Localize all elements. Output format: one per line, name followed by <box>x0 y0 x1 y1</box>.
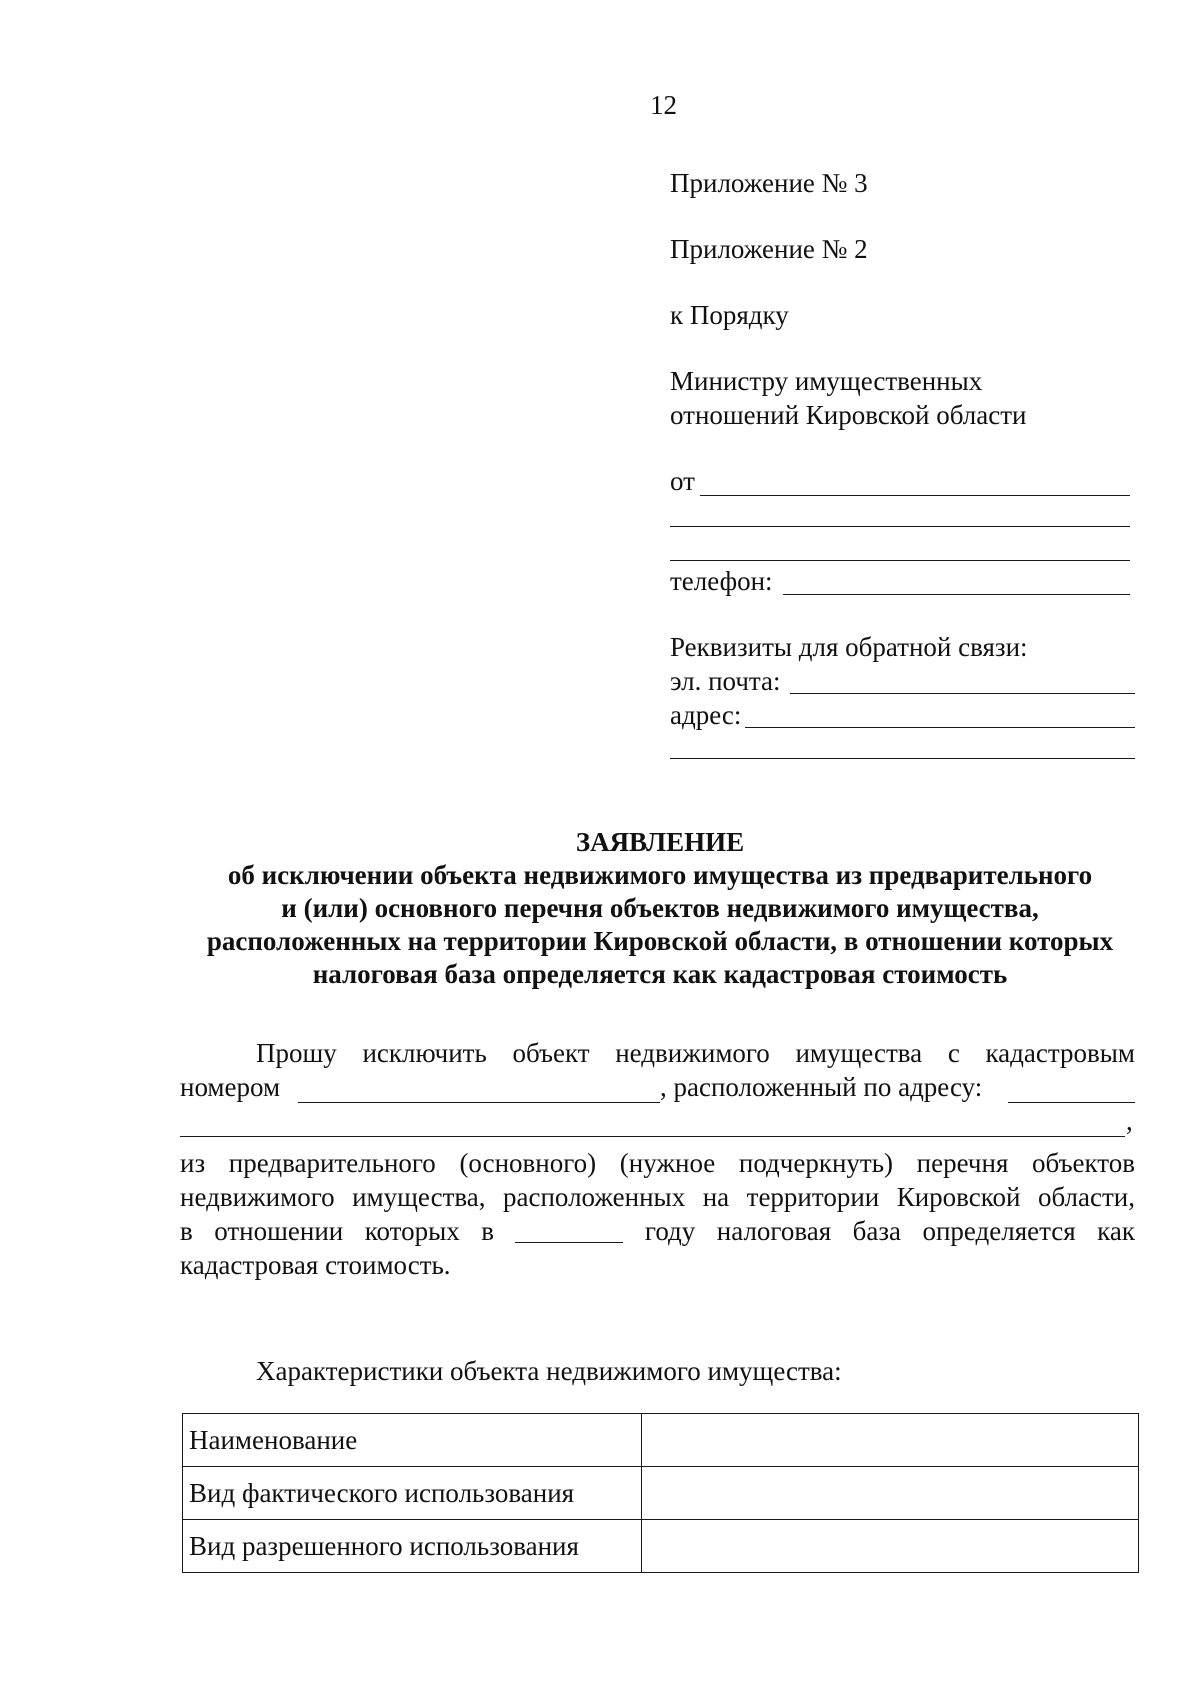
title-heading: ЗАЯВЛЕНИЕ <box>575 827 745 857</box>
body-line-7: кадастровая стоимость. <box>180 1250 451 1280</box>
title-line-1: об исключении объекта недвижимого имущества из предварительного <box>227 860 1093 890</box>
word: имущества, <box>352 1182 486 1212</box>
address-field[interactable] <box>745 727 1135 728</box>
table-row <box>183 1414 1139 1467</box>
row-label: Наименование <box>183 1414 642 1467</box>
page-number: 12 <box>650 90 677 120</box>
word: в <box>481 1216 494 1246</box>
title-line-3: расположенных на территории Кировской области, в отношении которых <box>206 926 1114 956</box>
word: в <box>180 1216 193 1246</box>
object-address-field-line-2[interactable] <box>180 1136 1125 1137</box>
word: области, <box>1037 1182 1135 1212</box>
word: недвижимого <box>180 1182 335 1212</box>
address-field-line-2[interactable] <box>670 758 1135 759</box>
word: налоговая <box>716 1216 832 1246</box>
from-field[interactable] <box>700 495 1130 496</box>
word: (основного) <box>459 1148 597 1178</box>
word: отношении <box>214 1216 344 1246</box>
word: недвижимого <box>615 1038 770 1068</box>
word: на <box>702 1182 730 1212</box>
document-title <box>180 826 1140 991</box>
word: база <box>852 1216 901 1246</box>
appendix-3-label: Приложение № 3 <box>670 168 868 198</box>
word: подчеркнуть) <box>738 1148 894 1178</box>
addressee-line-1: Министру имущественных <box>670 366 983 396</box>
to-order-label: к Порядку <box>670 300 789 330</box>
word: которых <box>364 1216 460 1246</box>
row-value-field[interactable] <box>642 1414 1139 1467</box>
phone-field[interactable] <box>783 594 1130 595</box>
word: предварительного <box>228 1148 436 1178</box>
word: объект <box>512 1038 590 1068</box>
body-line-1 <box>256 1036 1135 1070</box>
from-field-line-3[interactable] <box>670 560 1130 561</box>
address-label: адрес: <box>670 700 742 730</box>
email-field[interactable] <box>790 693 1135 694</box>
word: из <box>180 1148 206 1178</box>
word: как <box>1097 1216 1135 1246</box>
from-label: от <box>670 466 695 496</box>
row-value-field[interactable] <box>642 1467 1139 1520</box>
row-label: Вид фактического использования <box>183 1467 642 1520</box>
address-comma: , <box>1126 1106 1133 1136</box>
title-line-4: налоговая база определяется как кадастровая стоимость <box>312 959 1008 989</box>
word: кадастровым <box>985 1038 1135 1068</box>
word: территории <box>746 1182 880 1212</box>
table-row <box>183 1467 1139 1520</box>
word: (нужное <box>619 1148 716 1178</box>
word: имущества <box>795 1038 923 1068</box>
word: с <box>947 1038 960 1068</box>
phone-label: телефон: <box>670 566 773 596</box>
body-line-4 <box>180 1146 1135 1180</box>
characteristics-heading: Характеристики объекта недвижимого имущества: <box>256 1356 842 1386</box>
table-row <box>183 1520 1139 1573</box>
row-label: Вид разрешенного использования <box>183 1520 642 1573</box>
word: перечня <box>916 1148 1009 1178</box>
located-at-label: , расположенный по адресу: <box>660 1072 983 1102</box>
year-field[interactable] <box>515 1214 623 1243</box>
body-line-6 <box>180 1214 1135 1248</box>
word: Прошу <box>256 1038 337 1068</box>
addressee-line-2: отношений Кировской области <box>670 400 1027 430</box>
word: году <box>644 1216 696 1246</box>
feedback-label: Реквизиты для обратной связи: <box>670 632 1028 662</box>
row-value-field[interactable] <box>642 1520 1139 1573</box>
title-line-2: и (или) основного перечня объектов недвижимого имущества, <box>281 893 1039 923</box>
word: расположенных <box>503 1182 686 1212</box>
appendix-2-label: Приложение № 2 <box>670 234 868 264</box>
word: объектов <box>1032 1148 1135 1178</box>
cadastral-number-field[interactable] <box>298 1102 660 1103</box>
word: исключить <box>362 1038 487 1068</box>
object-address-field[interactable] <box>1008 1102 1135 1103</box>
word: определяется <box>922 1216 1076 1246</box>
email-label: эл. почта: <box>670 666 781 696</box>
body-line-5 <box>180 1180 1135 1214</box>
from-field-line-2[interactable] <box>670 526 1130 527</box>
word: Кировской <box>896 1182 1021 1212</box>
characteristics-table <box>182 1413 1139 1573</box>
number-label: номером <box>180 1072 281 1102</box>
